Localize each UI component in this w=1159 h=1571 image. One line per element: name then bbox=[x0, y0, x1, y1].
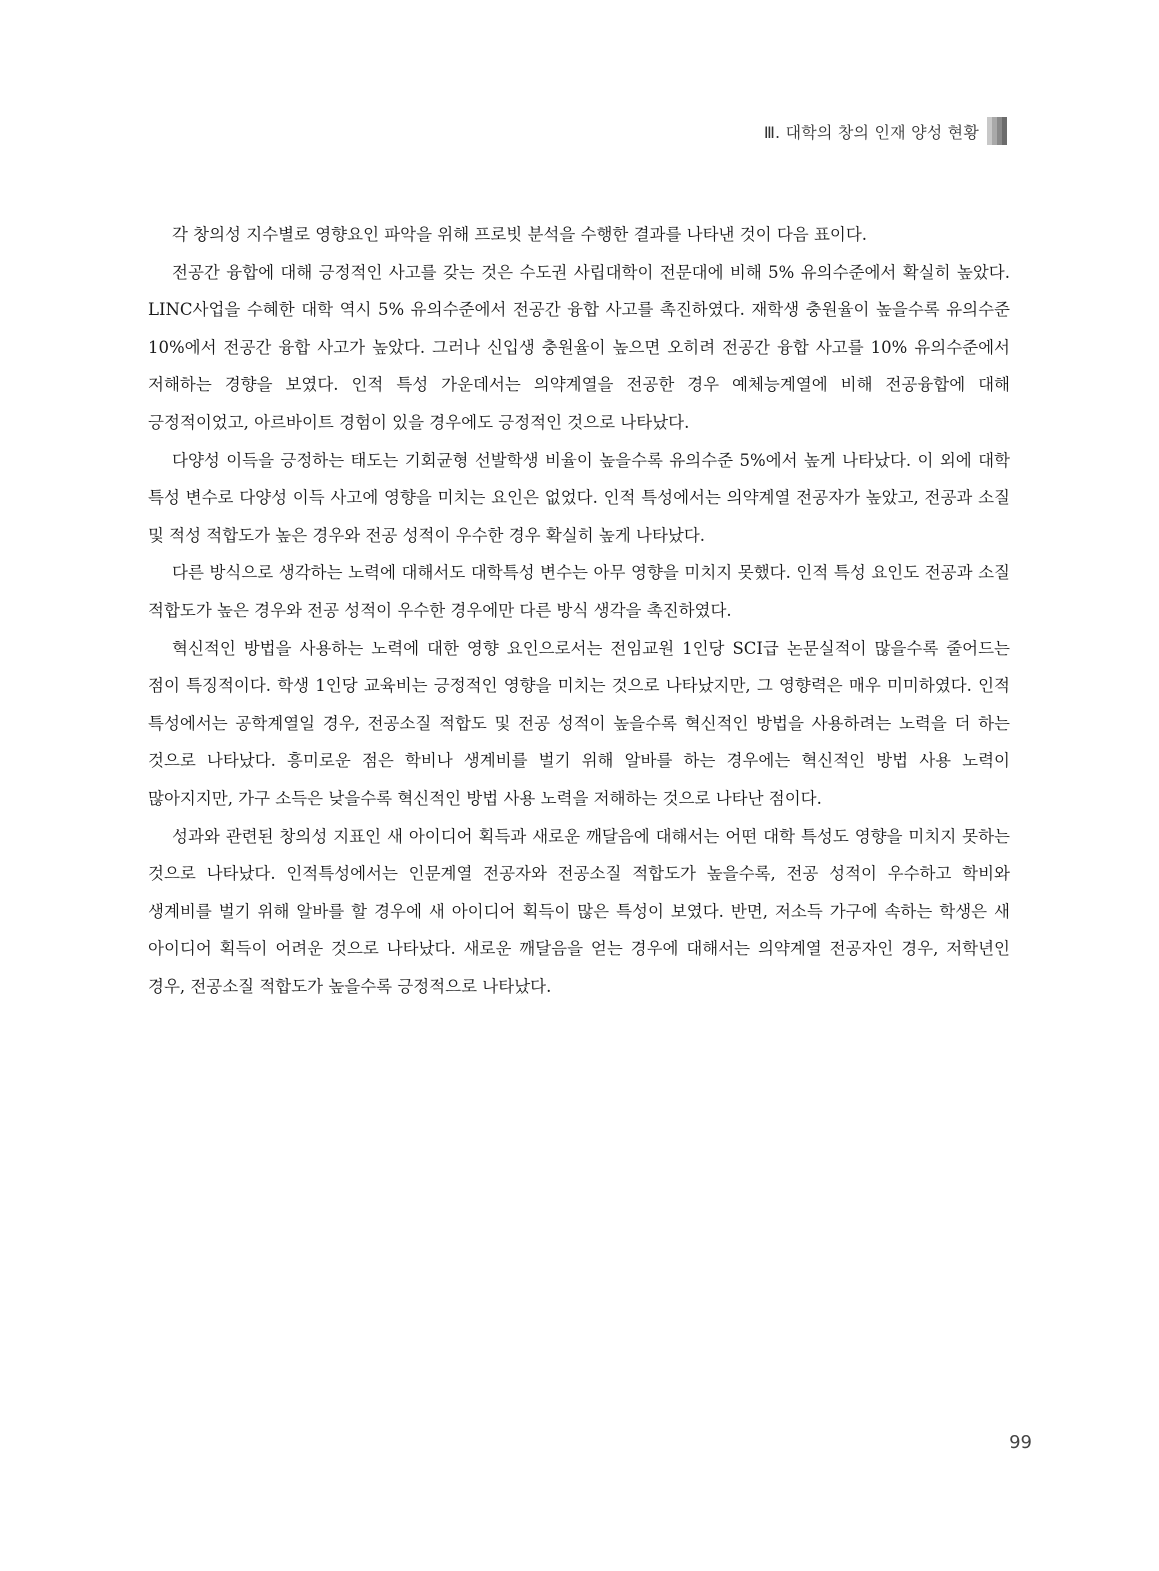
running-header bbox=[764, 116, 1007, 146]
chapter-marker-stripe bbox=[1002, 117, 1007, 145]
paragraph: 다른 방식으로 생각하는 노력에 대해서도 대학특성 변수는 아무 영향을 미치지 못했다. 인적 특성 요인도 전공과 소질 적합도가 높은 경우와 전공 성적이 우수한 경우에만 다른 방식 생각을 촉진하였다. bbox=[148, 563, 1010, 620]
paragraph: 전공간 융합에 대해 긍정적인 사고를 갖는 것은 수도권 사립대학이 전문대에 비해 5% 유의수준에서 확실히 높았다. LINC사업을 수혜한 대학 역시 5% 유의수준에서 전공간 융합 사고를 촉진하였다. 재학생 충원율이 높을수록 유의수준 10%에서 전공간 융합 사고가 높았다. 그러나 신입생 충원율이 높으면 오히려 전공간 융합 사고를 10% 유의수준에서 저해하는 경향을 보였다. 인적 특성 가운데서는 의약계열을 전공한 경우 예체능계열에 비해 전공융합에 대해 긍정적이었고, 아르바이트 경험이 있을 경우에도 긍정적인 것으로 나타났다. bbox=[148, 262, 1010, 432]
paragraph: 성과와 관련된 창의성 지표인 새 아이디어 획득과 새로운 깨달음에 대해서는 어떤 대학 특성도 영향을 미치지 못하는 것으로 나타났다. 인적특성에서는 인문계열 전공자와 전공소질 적합도가 높을수록, 전공 성적이 우수하고 학비와 생계비를 벌기 위해 알바를 할 경우에 새 아이디어 획득이 많은 특성이 보였다. 반면, 저소득 가구에 속하는 학생은 새 아이디어 획득이 어려운 것으로 나타났다. 새로운 깨달음을 얻는 경우에 대해서는 의약계열 전공자인 경우, 저학년인 경우, 전공소질 적합도가 높을수록 긍정적으로 나타났다. bbox=[148, 826, 1010, 996]
body-text bbox=[148, 216, 1010, 1005]
chapter-marker-bar bbox=[987, 117, 1007, 145]
paragraph: 다양성 이득을 긍정하는 태도는 기회균형 선발학생 비율이 높을수록 유의수준 5%에서 높게 나타났다. 이 외에 대학 특성 변수로 다양성 이득 사고에 영향을 미치는 요인은 없었다. 인적 특성에서는 의약계열 전공자가 높았고, 전공과 소질 및 적성 적합도가 높은 경우와 전공 성적이 우수한 경우 확실히 높게 나타났다. bbox=[148, 450, 1010, 545]
paragraph: 각 창의성 지수별로 영향요인 파악을 위해 프로빗 분석을 수행한 결과를 나타낸 것이 다음 표이다. bbox=[172, 225, 868, 244]
page-number: 99 bbox=[1009, 1432, 1032, 1453]
chapter-title: Ⅲ. 대학의 창의 인재 양성 현황 bbox=[763, 122, 979, 142]
paragraph: 혁신적인 방법을 사용하는 노력에 대한 영향 요인으로서는 전임교원 1인당 SCI급 논문실적이 많을수록 줄어드는 점이 특징적이다. 학생 1인당 교육비는 긍정적인 영향을 미치는 것으로 나타났지만, 그 영향력은 매우 미미하였다. 인적 특성에서는 공학계열일 경우, 전공소질 적합도 및 전공 성적이 높을수록 혁신적인 방법을 사용하려는 노력을 더 하는 것으로 나타났다. 흥미로운 점은 학비나 생계비를 벌기 위해 알바를 하는 경우에는 혁신적인 방법 사용 노력이 많아지지만, 가구 소득은 낮을수록 혁신적인 방법 사용 노력을 저해하는 것으로 나타난 점이다. bbox=[148, 638, 1010, 808]
